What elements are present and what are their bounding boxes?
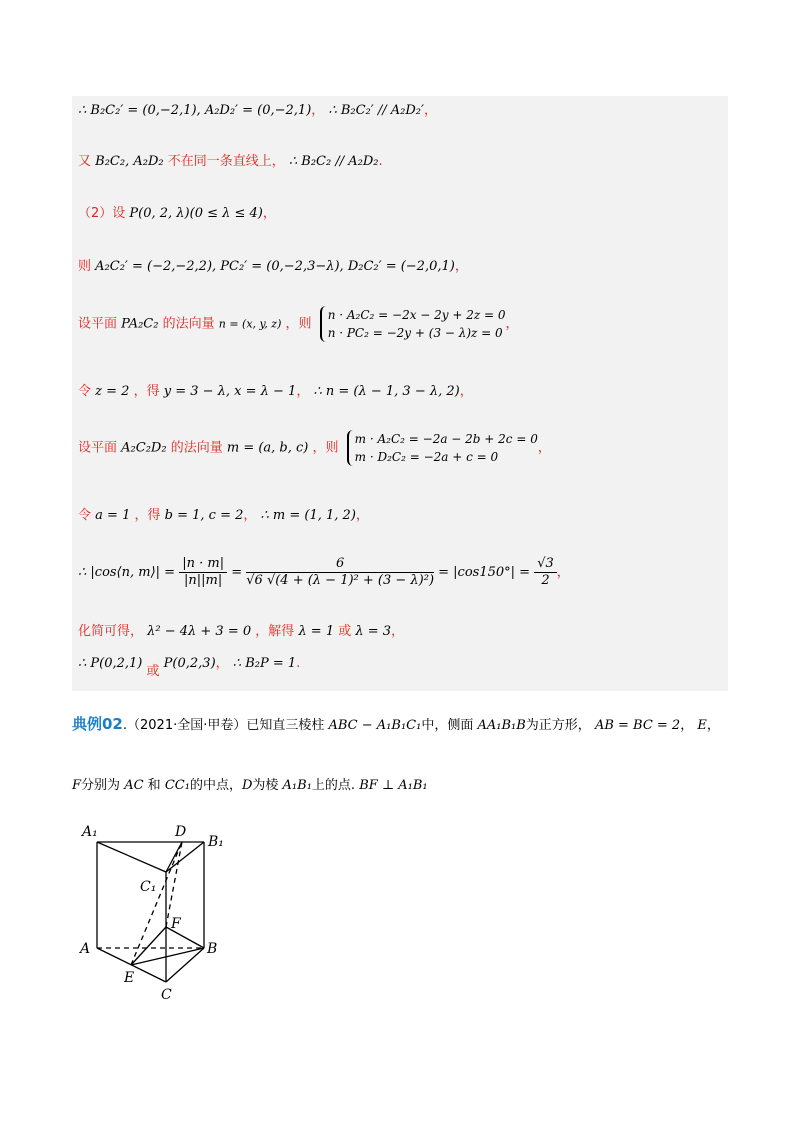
text: ，得 [133,384,160,399]
math: λ² − 4λ + 3 = 0 [147,624,252,639]
text: 中，侧面 [421,718,474,733]
math: ∴ B₂P = 1 [232,656,297,671]
segment-E-F [131,927,166,965]
denominator: 2 [541,573,550,588]
punct: ， [459,384,473,399]
text: 为正方形， [525,718,591,733]
text: 分别为 [81,778,121,793]
text: ，则 [285,316,312,332]
solution-line-6 [78,384,473,400]
math: = [231,565,243,580]
math: λ = 1 [298,624,335,639]
punct: . [378,154,383,169]
punct: ， [423,103,437,118]
text: 或 [338,624,352,639]
text: 的法向量 [162,316,215,332]
text: 化简可得， [78,624,144,639]
text: 上的点. [311,778,356,793]
math: A₁B₁ [282,778,312,793]
example-label: 典例02 [72,715,123,733]
text: ， [680,718,694,733]
math: b = 1, c = 2 [164,508,244,523]
punct: ， [215,656,229,671]
text: ，得 [134,508,161,523]
text: 设平面 [78,440,118,456]
math: n = (x, y, z) [218,317,282,331]
math: PA₂C₂ [121,316,159,332]
solution-line-9 [78,556,570,589]
solution-line-8 [78,508,369,524]
solution-line-11 [78,656,301,679]
text: ， [706,718,720,733]
punct: ， [556,565,570,580]
punct: ， [505,316,519,332]
math: ∴ |cos⟨n, m⟩| = [78,565,176,580]
label-C: C [161,987,172,1003]
math: E [697,718,707,733]
example-statement-line-1 [72,716,720,734]
math: B₂C₂, A₂D₂ [95,154,164,169]
math: ∴ m = (1, 1, 2) [260,508,356,523]
punct: . [296,656,301,671]
math: m = (a, b, c) [226,440,309,456]
label-D: D [175,824,187,840]
math: P(0,2,3) [163,656,216,671]
label-A: A [80,941,91,957]
math: = |cos150°| = [438,565,531,580]
solution-line-2 [78,154,383,170]
equation: m · A₂C₂ = −2a − 2b + 2c = 0 [354,432,538,446]
text: 设平面 [78,316,118,332]
punct: ， [355,508,369,523]
numerator: √3 [534,556,557,573]
text: 的法向量 [170,440,223,456]
text: 为棱 [252,778,279,793]
solution-line-5 [78,306,519,342]
solution-line-3 [78,206,276,222]
math: ∴ n = (λ − 1, 3 − λ, 2) [313,384,460,399]
math: a = 1 [95,508,131,523]
punct: ， [243,508,257,523]
math: F [72,778,82,793]
fraction [534,556,557,589]
edge-B-C [166,948,204,982]
label-B: B [207,941,218,957]
label-E: E [124,970,135,986]
label-C1: C₁ [140,879,157,895]
denominator: √6 √(4 + (λ − 1)² + (3 − λ)²) [246,573,435,588]
punct: ， [391,624,405,639]
numerator: 6 [246,556,434,573]
text: 令 [78,508,92,523]
math: ∴ B₂C₂ // A₂D₂ [288,154,379,169]
text: 的中点， [189,778,242,793]
math: A₂C₂′ = (−2,−2,2), PC₂′ = (0,−2,3−λ), D₂C₂′ = (−2,0,1) [95,259,455,274]
punct: ， [296,384,310,399]
math: D [241,778,253,793]
math: AB = BC = 2 [594,718,681,733]
text: ，则 [312,440,339,456]
math: P(0, 2, λ)(0 ≤ λ ≤ 4) [129,206,263,221]
edge-B1-C1 [166,842,204,872]
edge-A1-C1 [97,842,166,872]
math: CC₁ [164,778,190,793]
text: 或 [146,664,160,679]
math: AC [124,778,144,793]
fraction [179,556,227,589]
label-F: F [171,916,181,932]
math: A₂C₂D₂ [121,440,167,456]
equation: m · D₂C₂ = −2a + c = 0 [354,450,499,464]
math: AA₁B₁B [477,718,526,733]
equation: n · PC₂ = −2y + (3 − λ)z = 0 [327,326,503,340]
example-statement-line-2 [72,778,428,794]
punct: ， [537,440,551,456]
hidden-segment-F-D [166,842,182,927]
numerator: |n · m| [179,556,227,573]
math: y = 3 − λ, x = λ − 1 [163,384,297,399]
math: ∴ B₂C₂′ // A₂D₂′ [328,103,424,118]
label-A1: A₁ [82,824,98,840]
math: ∴ B₂C₂′ = (0,−2,1), A₂D₂′ = (0,−2,1) [78,103,312,118]
punct: ， [311,103,325,118]
text: ，解得 [255,624,295,639]
text: 又 [78,154,92,169]
text: 不在同一条直线上， [167,154,285,169]
solution-line-4 [78,259,468,275]
punct: ， [262,206,276,221]
text: .（2021·全国·甲卷）已知直三棱柱 [122,718,325,733]
equation-system [347,430,538,466]
solution-line-1 [78,103,437,119]
math: ∴ P(0,2,1) [78,656,143,671]
solution-line-10 [78,624,404,640]
math: λ = 3 [355,624,392,639]
text: 令 [78,384,92,399]
text: （2）设 [78,206,126,221]
punct: ， [454,259,468,274]
equation-system [320,306,506,342]
label-B1: B₁ [208,834,224,850]
equation: n · A₂C₂ = −2x − 2y + 2z = 0 [327,308,506,322]
denominator: |n||m| [184,573,223,588]
math: BF ⊥ A₁B₁ [359,778,428,793]
text: 和 [147,778,161,793]
segment-E-B [131,948,204,965]
fraction [246,556,434,589]
math: z = 2 [95,384,130,399]
math: ABC − A₁B₁C₁ [328,718,422,733]
prism-figure [76,820,256,1010]
solution-line-7 [78,430,551,466]
text: 则 [78,259,92,274]
